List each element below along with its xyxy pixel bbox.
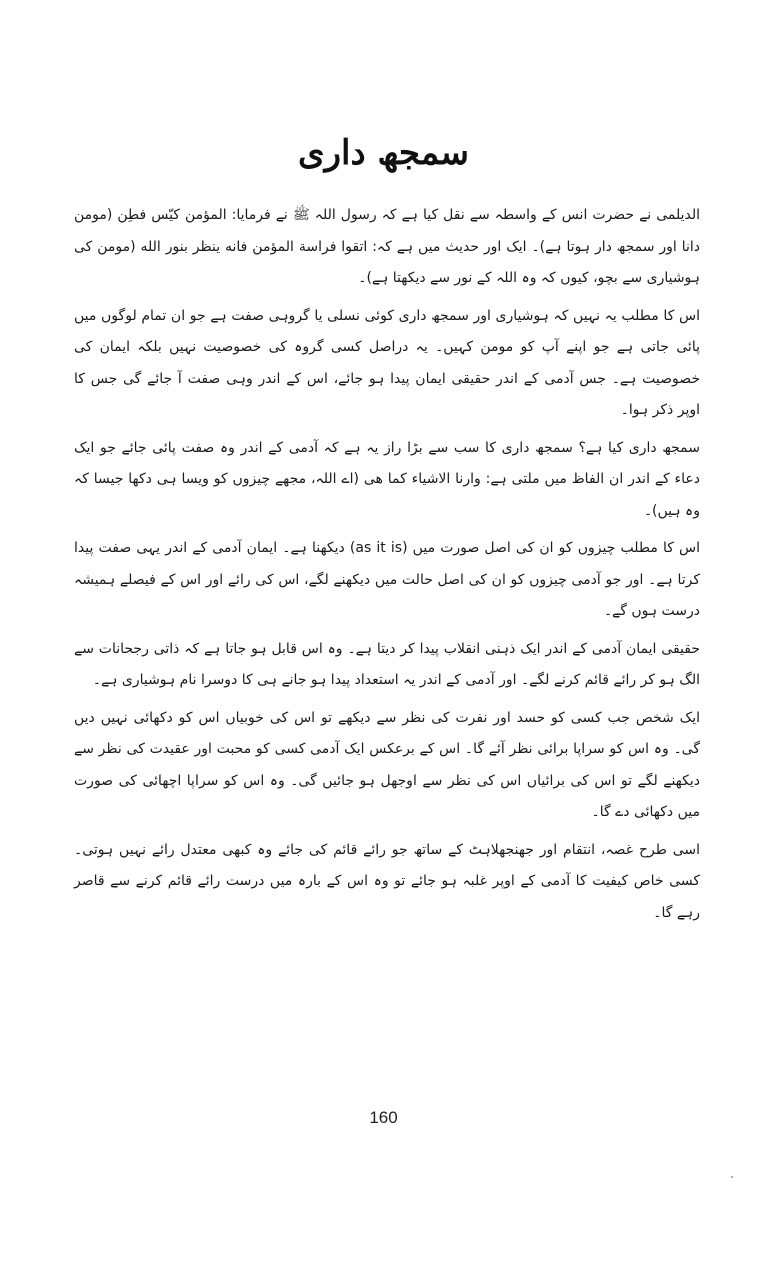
paragraph-6: ایک شخص جب کسی کو حسد اور نفرت کی نظر سے دیکھے تو اس کی خوبیاں اس کو دکھائی نہیں دیں گی۔ وہ اس کو سراپا برائی نظر آئے گا۔ اس کے برعکس ایک آدمی کسی کو محبت اور عقیدت کی نظر سے دیکھنے لگے تو اس کی برائیاں اس کی نظر سے اوجھل ہو جائیں گی۔ وہ اس کو سراپا اچھائی کی صورت میں دکھائی دے گا۔ (74, 709, 700, 820)
paragraph-1: الدیلمی نے حضرت انس کے واسطہ سے نقل کیا ہے کہ رسول اللہ ﷺ نے فرمایا: المؤمن کیّس فطِن (مومن دانا اور سمجھ دار ہوتا ہے)۔ ایک اور حدیث میں ہے کہ: اتقوا فراسة المؤمن فانه ینظر بنور الله (مومن کی ہوشیاری سے بچو، کیوں کہ وہ اللہ کے نور سے دیکھتا ہے)۔ (74, 207, 700, 286)
paragraph-7: اسی طرح غصہ، انتقام اور جھنجھلاہٹ کے ساتھ جو رائے قائم کی جائے وہ کبھی معتدل رائے نہیں ہوتی۔ کسی خاص کیفیت کا آدمی کے اوپر غلبہ ہو جائے تو وہ اس کے بارہ میں درست رائے قائم کرنے سے قاصر رہے گا۔ (74, 841, 700, 921)
paragraph-4: اس کا مطلب چیزوں کو ان کی اصل صورت میں (as it is) دیکھنا ہے۔ ایمان آدمی کے اندر یہی صفت پیدا کرتا ہے۔ اور جو آدمی چیزوں کو ان کی اصل حالت میں دیکھنے لگے، اس کی رائے اور اس کے فیصلے ہمیشہ درست ہوں گے۔ (74, 540, 701, 619)
body-text (74, 200, 700, 935)
page-title: سمجھ داری (297, 133, 470, 173)
paragraph-3: سمجھ داری کیا ہے؟ سمجھ داری کا سب سے بڑا راز یہ ہے کہ آدمی کے اندر وہ صفت پائی جائے جو ایک دعاء کے اندر ان الفاظ میں ملتی ہے: وارنا الاشیاء کما ھی (اے اللہ، مجھے چیزوں کو ویسا ہی دکھا جیسا کہ وہ ہیں)۔ (74, 439, 700, 519)
paragraph-2: اس کا مطلب یہ نہیں کہ ہوشیاری اور سمجھ داری کوئی نسلی یا گروہی صفت ہے جو ان تمام لوگوں میں پائی جاتی ہے جو اپنے آپ کو مومن کہیں۔ یہ دراصل کسی گروہ کی خصوصیت نہیں بلکہ ایمان کی خصوصیت ہے۔ جس آدمی کے اندر حقیقی ایمان پیدا ہو جائے، اس کے اندر وہی صفت آ جائے گی جس کا اوپر ذکر ہوا۔ (74, 307, 700, 418)
scan-dot-mark (731, 1176, 733, 1178)
page-number: 160 (369, 1108, 398, 1127)
paragraph-5: حقیقی ایمان آدمی کے اندر ایک ذہنی انقلاب پیدا کر دیتا ہے۔ وہ اس قابل ہو جاتا ہے کہ ذاتی رجحانات سے الگ ہو کر رائے قائم کرنے لگے۔ اور آدمی کے اندر یہ استعداد پیدا ہو جانے ہی کا دوسرا نام ہوشیاری ہے۔ (74, 640, 700, 688)
